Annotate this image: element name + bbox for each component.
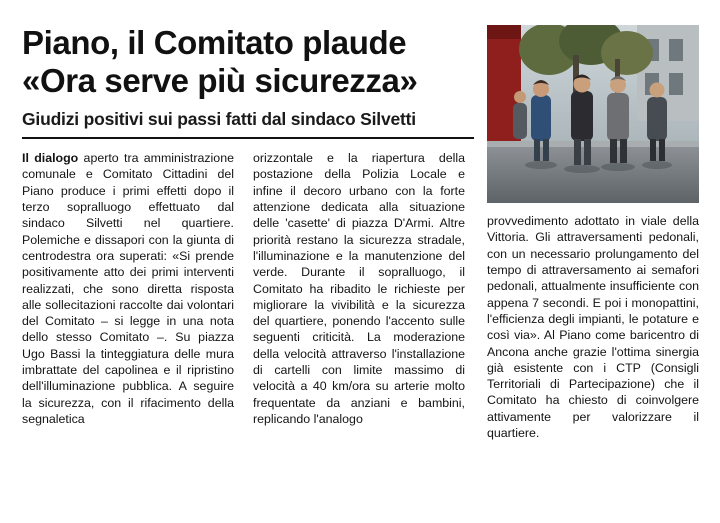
subheadline: Giudizi positivi sui passi fatti dal sindaco Silvetti — [22, 108, 416, 129]
lead-in-text: Il dialogo — [22, 151, 79, 165]
header-divider — [22, 137, 474, 139]
headline-line-1: Piano, il Comitato plaude — [22, 24, 407, 61]
body-column-3 — [487, 213, 699, 441]
headline-block — [22, 26, 474, 129]
body-text-column-3: provvedimento adottato in viale della Vittoria. Gli attraversamenti pedonali, con un necessario prolungamento del tempo di attraversamento ai semafori pedonali, attualmente insufficiente con appena 7 secondi. E poi i monopattini, l'efficienza degli impianti, le potature e così via». Al Piano come baricentro di Ancona anche grazie l'ottima sinergia già esistente con i CTP (Consigli Territoriali di Partecipazione) che il Comitato ha chiesto di coinvolgere attivamente per valorizzare il quartiere. — [487, 214, 699, 441]
body-paragraph-1 — [22, 150, 234, 427]
body-text-column-2: orizzontale e la riapertura della postazione della Polizia Locale e infine il decoro urbano con la forte attenzione dedicata alla situazione delle 'casette' di piazza D'Armi. Altre priorità restano la sicurezza stradale, l'illuminazione e la manutenzione del verde. Durante il sopralluogo, il Comitato ha ribadito le richieste per migliorare la vivibilità e la sicurezza del quartiere, ponendo l'accento sulle seguenti criticità. La moderazione della velocità attraverso l'installazione di cartelli con limite massimo di velocità a 40 km/ora su arterie molto frequentate da anziani e bambini, replicando l'analogo — [253, 151, 465, 426]
body-column-1 — [22, 150, 234, 427]
article-photo — [487, 25, 699, 203]
photo-graphic — [487, 25, 699, 203]
body-column-2 — [253, 150, 465, 427]
body-text-column-1: aperto tra amministrazione comunale e Comitato Cittadini del Piano produce i primi effetti dopo il terzo sopralluogo effettuato dal sindaco Silvetti nel quartiere. Polemiche e dissapori con la giunta di centrodestra ora superati: «Si prende positivamente atto dei primi interventi realizzati, che sono diretta risposta alle sollecitazioni raccolte dai volontari del Comitato – si legge in una nota dello stesso Comitato –. Su piazza Ugo Bassi la tinteggiatura delle mura imbrattate del capolinea e il ripristino dell'illuminazione pubblica. A seguire la sicurezza, con il rifacimento della segnaletica — [22, 151, 234, 426]
headline-line-2: «Ora serve più sicurezza» — [22, 61, 418, 99]
figure-5 — [513, 91, 527, 139]
